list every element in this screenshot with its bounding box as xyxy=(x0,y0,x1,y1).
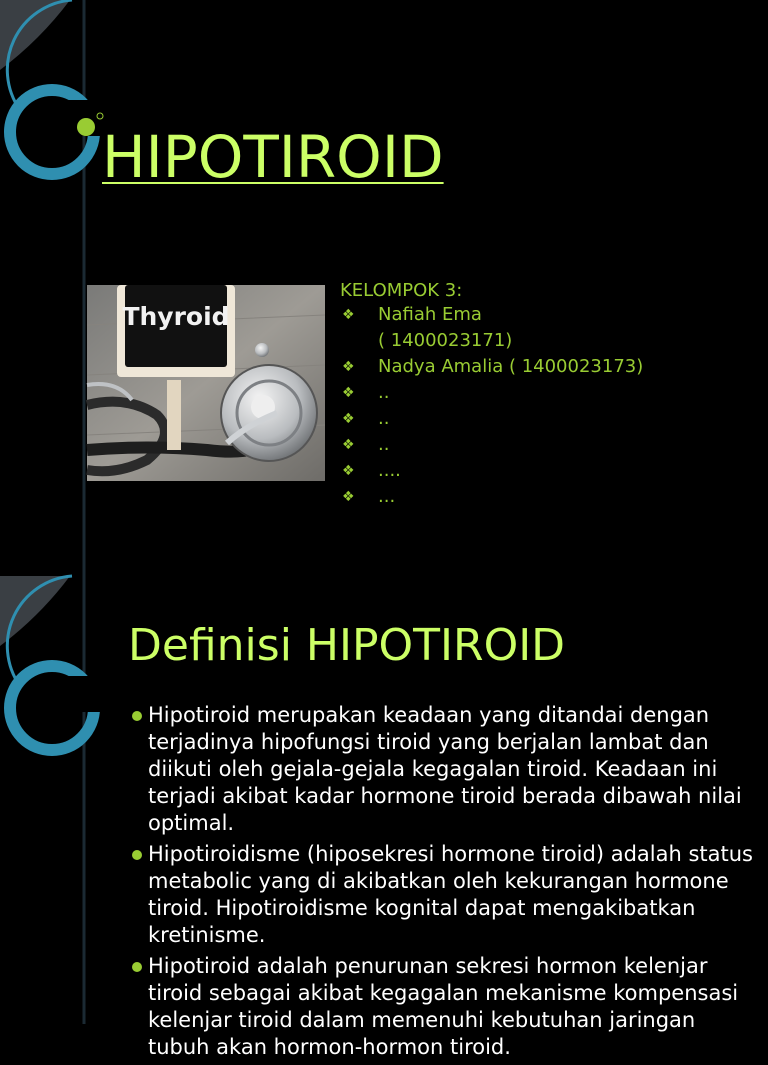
bullet-dot-icon xyxy=(132,711,142,721)
list-item xyxy=(130,841,760,949)
member-name: Nafiah Ema xyxy=(378,304,482,325)
point-text: Hipotiroid adalah penurunan sekresi hormon kelenjar tiroid sebagai akibat kegagalan mekanisme kompensasi kelenjar tiroid dalam memenuhi kebutuhan jaringan tubuh akan hormon-hormon tiroid. xyxy=(148,954,739,1059)
member-name: .. xyxy=(378,382,390,403)
list-item xyxy=(340,380,643,406)
list-item xyxy=(340,406,643,432)
member-id: ( 1400023171) xyxy=(378,330,513,351)
member-name: .. xyxy=(378,408,390,429)
list-item xyxy=(130,702,760,837)
member-name: .... xyxy=(378,460,401,481)
diamond-bullet-icon: ❖ xyxy=(342,463,355,479)
point-text: Hipotiroid merupakan keadaan yang ditandai dengan terjadinya hipofungsi tiroid yang berjalan lambat dan diikuti oleh gejala-gejala kegagalan tiroid. Keadaan ini terjadi akibat kadar hormone tiroid berada dibawah nilai optimal. xyxy=(148,703,742,835)
sign-text: Thyroid xyxy=(122,302,230,331)
bullet-dot-icon xyxy=(132,850,142,860)
diamond-bullet-icon: ❖ xyxy=(342,411,355,427)
list-item xyxy=(340,354,643,380)
list-item xyxy=(340,484,643,510)
group-list xyxy=(340,280,643,510)
bullet-dot-icon xyxy=(132,962,142,972)
member-name: .. xyxy=(378,434,390,455)
list-item xyxy=(340,458,643,484)
list-item xyxy=(130,953,760,1061)
slide-title: HIPOTIROID xyxy=(102,123,444,191)
diamond-bullet-icon: ❖ xyxy=(342,359,355,375)
list-item xyxy=(340,432,643,458)
diamond-bullet-icon: ❖ xyxy=(342,437,355,453)
decorative-rings-icon xyxy=(0,576,120,776)
slide-definisi xyxy=(0,576,768,1059)
diamond-bullet-icon: ❖ xyxy=(342,489,355,505)
definition-list xyxy=(130,702,760,1065)
slide-title: Definisi HIPOTIROID xyxy=(128,620,566,671)
member-name: Nadya Amalia ( 1400023173) xyxy=(378,356,644,377)
group-heading: KELOMPOK 3: xyxy=(340,280,463,301)
diamond-bullet-icon: ❖ xyxy=(342,385,355,401)
thyroid-stethoscope-photo xyxy=(87,285,325,481)
point-text: Hipotiroidisme (hiposekresi hormone tiroid) adalah status metabolic yang di akibatkan oleh kekurangan hormone tiroid. Hipotiroidisme kognital dapat mengakibatkan kretinisme. xyxy=(148,842,754,947)
diamond-bullet-icon: ❖ xyxy=(342,307,355,323)
member-name: ... xyxy=(378,486,396,507)
list-item xyxy=(340,302,643,354)
